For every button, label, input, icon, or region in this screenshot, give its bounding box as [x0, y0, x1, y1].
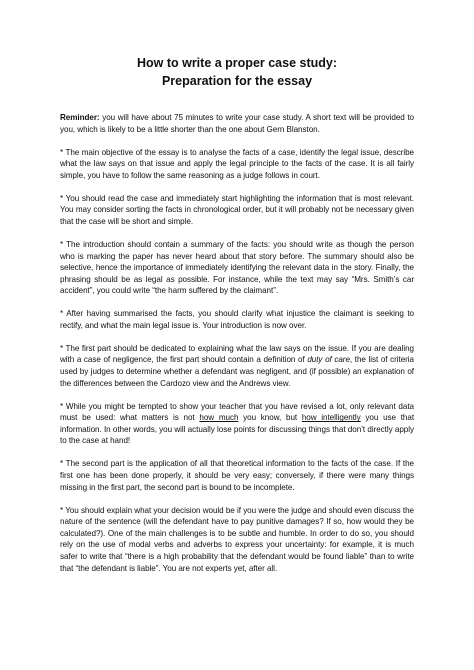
paragraph-first-part: [60, 343, 414, 389]
title-block: [60, 54, 414, 90]
paragraph-relevant-data: [60, 401, 414, 447]
document-body: [60, 112, 414, 586]
how-much-emphasis: how much: [199, 413, 239, 423]
document-subtitle: Preparation for the essay: [161, 74, 313, 88]
first-part-text-b: , the list of criteria used by judges to determine whether a defendant was negligent, and (if possible) an explanation of the differences between the Cardozo view and the Andrews view.: [60, 355, 414, 388]
how-intelligently-emphasis: how intelligently: [301, 413, 361, 423]
relevant-data-text-c: you use that information. In other words, you will actually lose points for discussing things that don’t directly apply to the case at hand!: [60, 413, 415, 446]
paragraph-introduction: * The introduction should contain a summary of the facts: you should write as though the person who is marking the paper has never heard about that story before. The summary should also be selective, hence the importance of immediately identifying the relevant data in the story. Finally, the phrasing should be as legal as possible. For instance, while the text may say “Mrs. Smith’s car accident”, you could write “the harm suffered by the claimant”.: [60, 239, 414, 296]
relevant-data-text-b: you know, but: [238, 413, 302, 423]
document-title: How to write a proper case study:: [136, 56, 338, 70]
paragraph-second-part: * The second part is the application of all that theoretical information to the facts of the case. If the first one has been done properly, it should be very easy; conversely, if there were many things missing in the first part, the second part is bound to be incomplete.: [60, 459, 414, 492]
paragraph-reading: * You should read the case and immediately start highlighting the information that is most relevant. You may consider sorting the facts in chronological order, but it will probably not be necessary given that the case will be short and simple.: [60, 193, 414, 226]
duty-of-care-term: duty of care: [307, 355, 350, 365]
paragraph-decision: * You should explain what your decision would be if you were the judge and should even discuss the nature of the sentence (will the defendant have to pay punitive damages? If so, how would they be calculated?). One of the main challenges is to be subtle and humble. In order to do so, you should rely on the use of modal verbs and adverbs to express your uncertainty: for example, it is much safer to write that “there is a high probability that the defendant would be found liable” than to write that “the defendant is liable”. You are not experts yet, after all.: [60, 505, 414, 573]
paragraph-legal-issue: * After having summarised the facts, you should clarify what injustice the claimant is seeking to rectify, and what the main legal issue is. Your introduction is now over.: [60, 309, 414, 330]
reminder-label: Reminder:: [60, 113, 100, 122]
first-part-text-a: * The first part should be dedicated to explaining what the law says on the issue. If you are dealing with a case of negligence, the first part should contain a definition of: [60, 343, 414, 365]
relevant-data-text-a: * While you might be tempted to show your teacher that you have revised a lot, only relevant data must be used: what matters is not: [60, 401, 414, 423]
paragraph-objective: * The main objective of the essay is to analyse the facts of a case, identify the legal issue, describe what the law says on that issue and apply the legal principle to the facts of the case. It is all fairly simple, you have to follow the same reasoning as a judge follows in court.: [60, 147, 414, 180]
reminder-paragraph: [60, 112, 414, 135]
reminder-text: you will have about 75 minutes to write your case study. A short text will be provided to you, which is likely to be a little shorter than the one about Gern Blanston.: [60, 113, 414, 134]
